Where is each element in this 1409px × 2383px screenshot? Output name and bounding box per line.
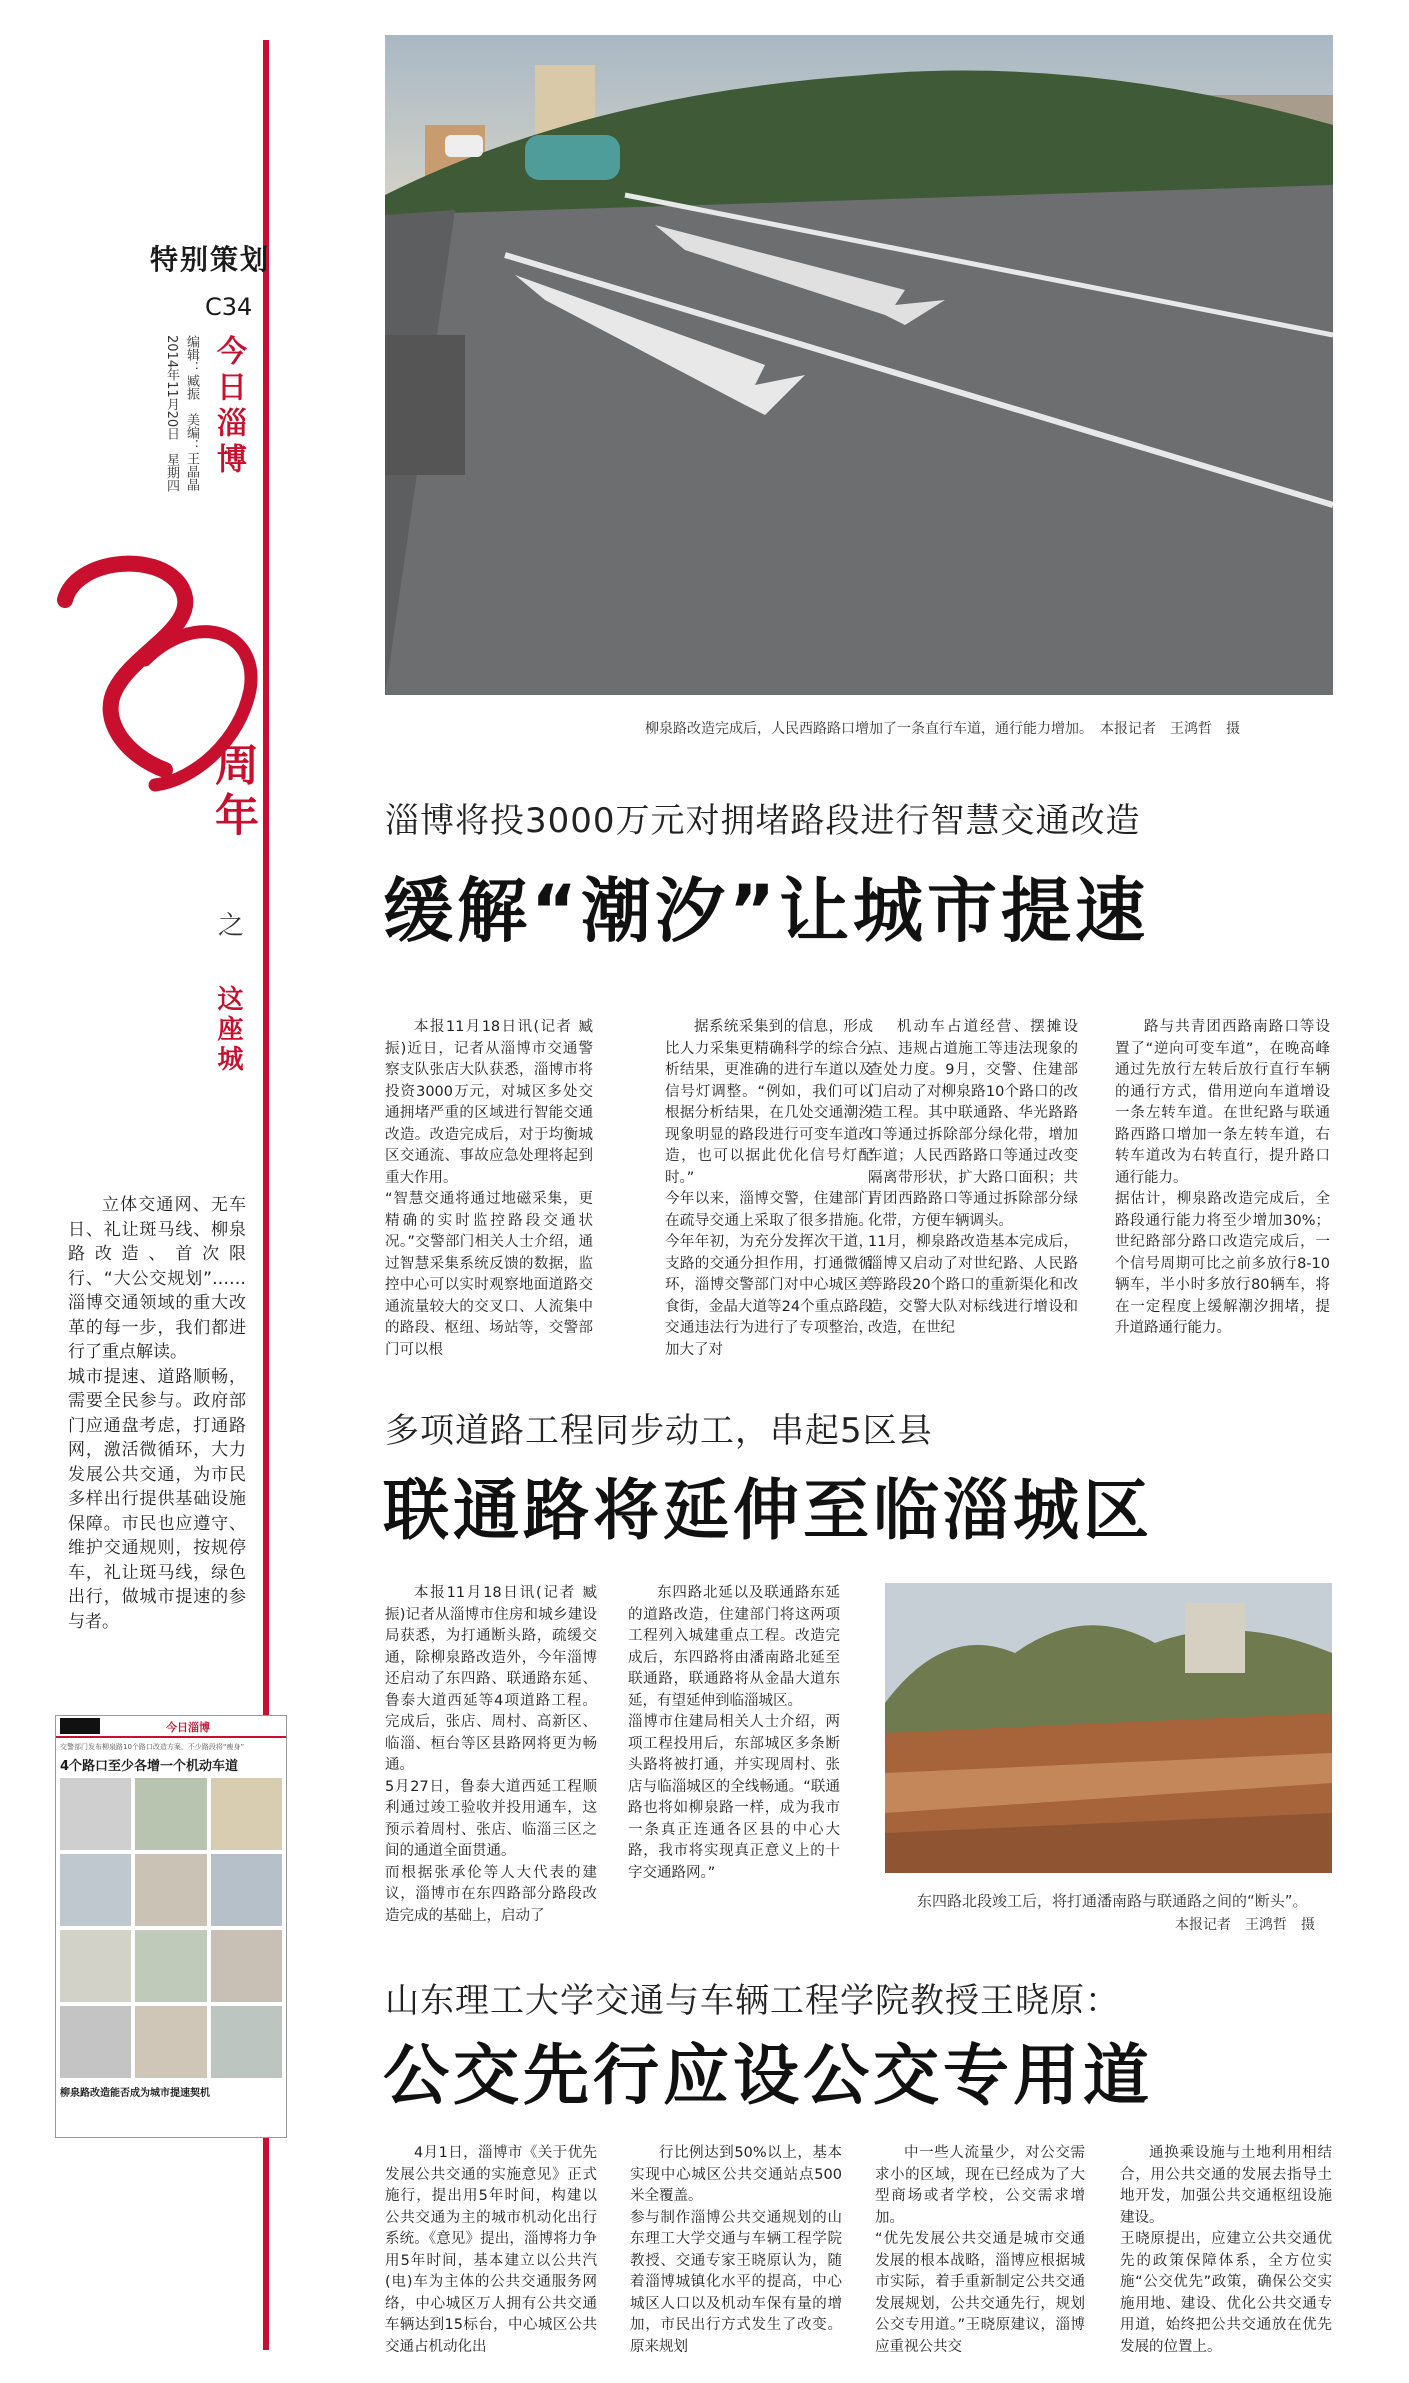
article1-col2: 据系统采集到的信息，形成比人力采集更精确科学的综合分析结果，更准确的进行车道以及信号灯调整。“例如，我们可以根据分析结果，在几处交通潮汐现象明显的路段进行可变车道改造，也可以据此优化信号灯配时。” 今年以来，淄博交警，住建部门在疏导交通上采取了很多措施。今年年初，为充分发挥次干道，支路的交通分担作用，打通微循环，淄博交警部门对中心城区美食街，金晶大道等24个重点路段交通违法行为进行了专项整治，加大了对	[665, 1019, 873, 1358]
road-works-credit: 本报记者 王鸿哲 摄	[1175, 1917, 1315, 1933]
article3-col2: 行比例达到50%以上，基本实现中心城区公共交通站点500米全覆盖。 参与制作淄博公共交通规划的山东理工大学交通与车辆工程学院教授、交通专家王晓原认为，随着淄博城镇化水平的提高，中心城区人口以及机动车保有量的增加，市民出行方式发生了改变。原来规划	[630, 2145, 842, 2355]
article2-col2: 东四路北延以及联通路东延的道路改造，住建部门将这两项工程列入城建重点工程。改造完成后，东四路将由潘南路北延至联通路，联通路将从金晶大道东延，有望延伸到临淄城区。 淄博市住建局相关人士介绍，两项工程投用后，东部城区多条断头路将被打通，并实现周村、张店与临淄城区的全线畅通。“联通路也将如柳泉路一样，成为我市一条真正连通各区县的中心大路，我市将实现真正意义上的十字交通路网。”	[628, 1585, 840, 1881]
thumb-subhead: 交警部门发布柳泉路10个路口改造方案，不少路段将“瘦身”	[60, 1743, 245, 1751]
anniversary-label: 周年	[207, 742, 258, 842]
section-title: 特别策划	[150, 243, 271, 276]
intro-text: 立体交通网、无车日、礼让斑马线、柳泉路改造、首次限行、“大公交规划”……淄博交通领域的重大改革的每一步，我们都进行了重点解读。 城市提速、道路顺畅，需要全民参与。政府部门应通盘考虑，打通路网，激活微循环，大力发展公共交通，为市民多样出行提供基础设施保障。市民也应遵守、维护交通规则，按规停车，礼让斑马线，绿色出行，做城市提速的参与者。	[68, 1195, 246, 1632]
page-number: C34	[205, 293, 253, 321]
series-title: 这座城	[213, 985, 243, 1075]
article3-headline: 公交先行应设公交专用道	[383, 2037, 1153, 2114]
article2-kicker: 多项道路工程同步动工，串起5区县	[385, 1411, 933, 1451]
article1-headline: 缓解“潮汐”让城市提速	[383, 870, 1150, 952]
editors-line: 编辑：臧振 美编：王晶晶	[184, 335, 199, 491]
top-photo-caption: 柳泉路改造完成后，人民西路路口增加了一条直行车道，通行能力增加。 本报记者 王鸿哲 摄	[645, 721, 1240, 737]
article2-headline: 联通路将延伸至临淄城区	[383, 1472, 1153, 1549]
article1-col1: 本报11月18日讯(记者 臧振)近日，记者从淄博市交通警察支队张店大队获悉，淄博市将投资3000万元，对城区多处交通拥堵严重的区域进行智能交通改造。改造完成后，对于均衡城区交通流、事故应急处理将起到重大作用。 “智慧交通将通过地磁采集，更精确的实时监控路段交通状况。”交警部门相关人士介绍，通过智慧采集系统反馈的数据，监控中心可以实时观察地面道路交通流量较大的交叉口、人流集中的路段、枢纽、场站等，交警部门可以根	[385, 1019, 593, 1358]
article3-col3: 中一些人流量少，对公交需求小的区域，现在已经成为了大型商场或者学校，公交需求增加。 “优先发展公共交通是城市交通发展的根本战略，淄博应根据城市实际，着手重新制定公共交通发展规划，公共交通先行，规划公交专用道。”王晓原建议，淄博应重视公共交	[875, 2145, 1085, 2355]
series-mark: 之	[218, 911, 245, 941]
article1-col4: 路与共青团西路南路口等设置了“逆向可变车道”，在晚高峰通过先放行左转后放行直行车辆的通行方式，借用逆向车道增设一条左转车道。在世纪路与联通路西路口增加一条左转车道，右转车道改为右转直行，提升路口通行能力。 据估计，柳泉路改造完成后，全路段通行能力将至少增加30%；世纪路部分路口改造完成后，一个信号周期可比之前多放行8-10辆车，半小时多放行80辆车，将在一定程度上缓解潮汐拥堵，提升道路通行能力。	[1115, 1019, 1330, 1336]
article1-col3: 机动车占道经营、摆摊设点、违规占道施工等违法现象的查处力度。9月，交警、住建部门启动了对柳泉路10个路口的改造工程。其中联通路、华光路路口等通过拆除部分绿化带，增加车道；人民西路路口等通过改变隔离带形状，扩大路口面积；共青团西路路口等通过拆除部分绿化带，方便车辆调头。 11月，柳泉路改造基本完成后，淄博又启动了对世纪路、人民路等路段20个路口的重新渠化和改造，交警大队对标线进行增设和改造，在世纪	[868, 1019, 1078, 1336]
article3-col4: 通换乘设施与土地利用相结合，用公共交通的发展去指导土地开发，加强公共交通枢纽设施建设。 王晓原提出，应建立公共交通优先的政策保障体系，全方位实施“公交优先”政策，确保公交实施用地、建设、优化公共交通专用道，始终把公共交通放在优先发展的位置上。	[1120, 2145, 1332, 2355]
article2-col1: 本报11月18日讯(记者 臧振)记者从淄博市住房和城乡建设局获悉，为打通断头路，疏缓交通，除柳泉路改造外，今年淄博还启动了东四路、联通路东延、鲁泰大道西延等4项道路工程。完成后，张店、周村、高新区、临淄、桓台等区县路网将更为畅通。 5月27日，鲁泰大道西延工程顺利通过竣工验收并投用通车，这预示着周村、张店、临淄三区之间的通道全面贯通。 而根据张承伦等人大代表的建议，淄博市在东四路部分路段改造完成的基础上，启动了	[385, 1585, 597, 1924]
thumb-footer: 柳泉路改造能否成为城市提速契机	[60, 2088, 210, 2099]
article3-kicker: 山东理工大学交通与车辆工程学院教授王晓原：	[385, 1981, 1120, 2021]
thumb-headline: 4个路口至少各增一个机动车道	[60, 1759, 239, 1774]
article1-kicker: 淄博将投3000万元对拥堵路段进行智慧交通改造	[385, 801, 1141, 841]
date-line: 2014年11月20日 星期四	[164, 335, 179, 493]
page-thumbnail	[55, 1715, 287, 2138]
brand-title: 今日淄博	[211, 335, 246, 479]
article3-col1: 4月1日，淄博市《关于优先发展公共交通的实施意见》正式施行，提出用5年时间，构建以公共交通为主的城市机动化出行系统。《意见》提出，淄博将力争用5年时间，基本建立以公共汽(电)车为主体的公共交通服务网络，中心城区万人拥有公共交通车辆达到15标台，中心城区公共交通占机动化出	[385, 2145, 597, 2355]
road-works-caption: 东四路北段竣工后，将打通潘南路与联通路之间的“断头”。	[917, 1892, 1308, 1910]
top-photo	[385, 35, 1333, 695]
thumb-banner: 今日淄博	[166, 1721, 210, 1734]
road-works-photo	[885, 1583, 1332, 1873]
